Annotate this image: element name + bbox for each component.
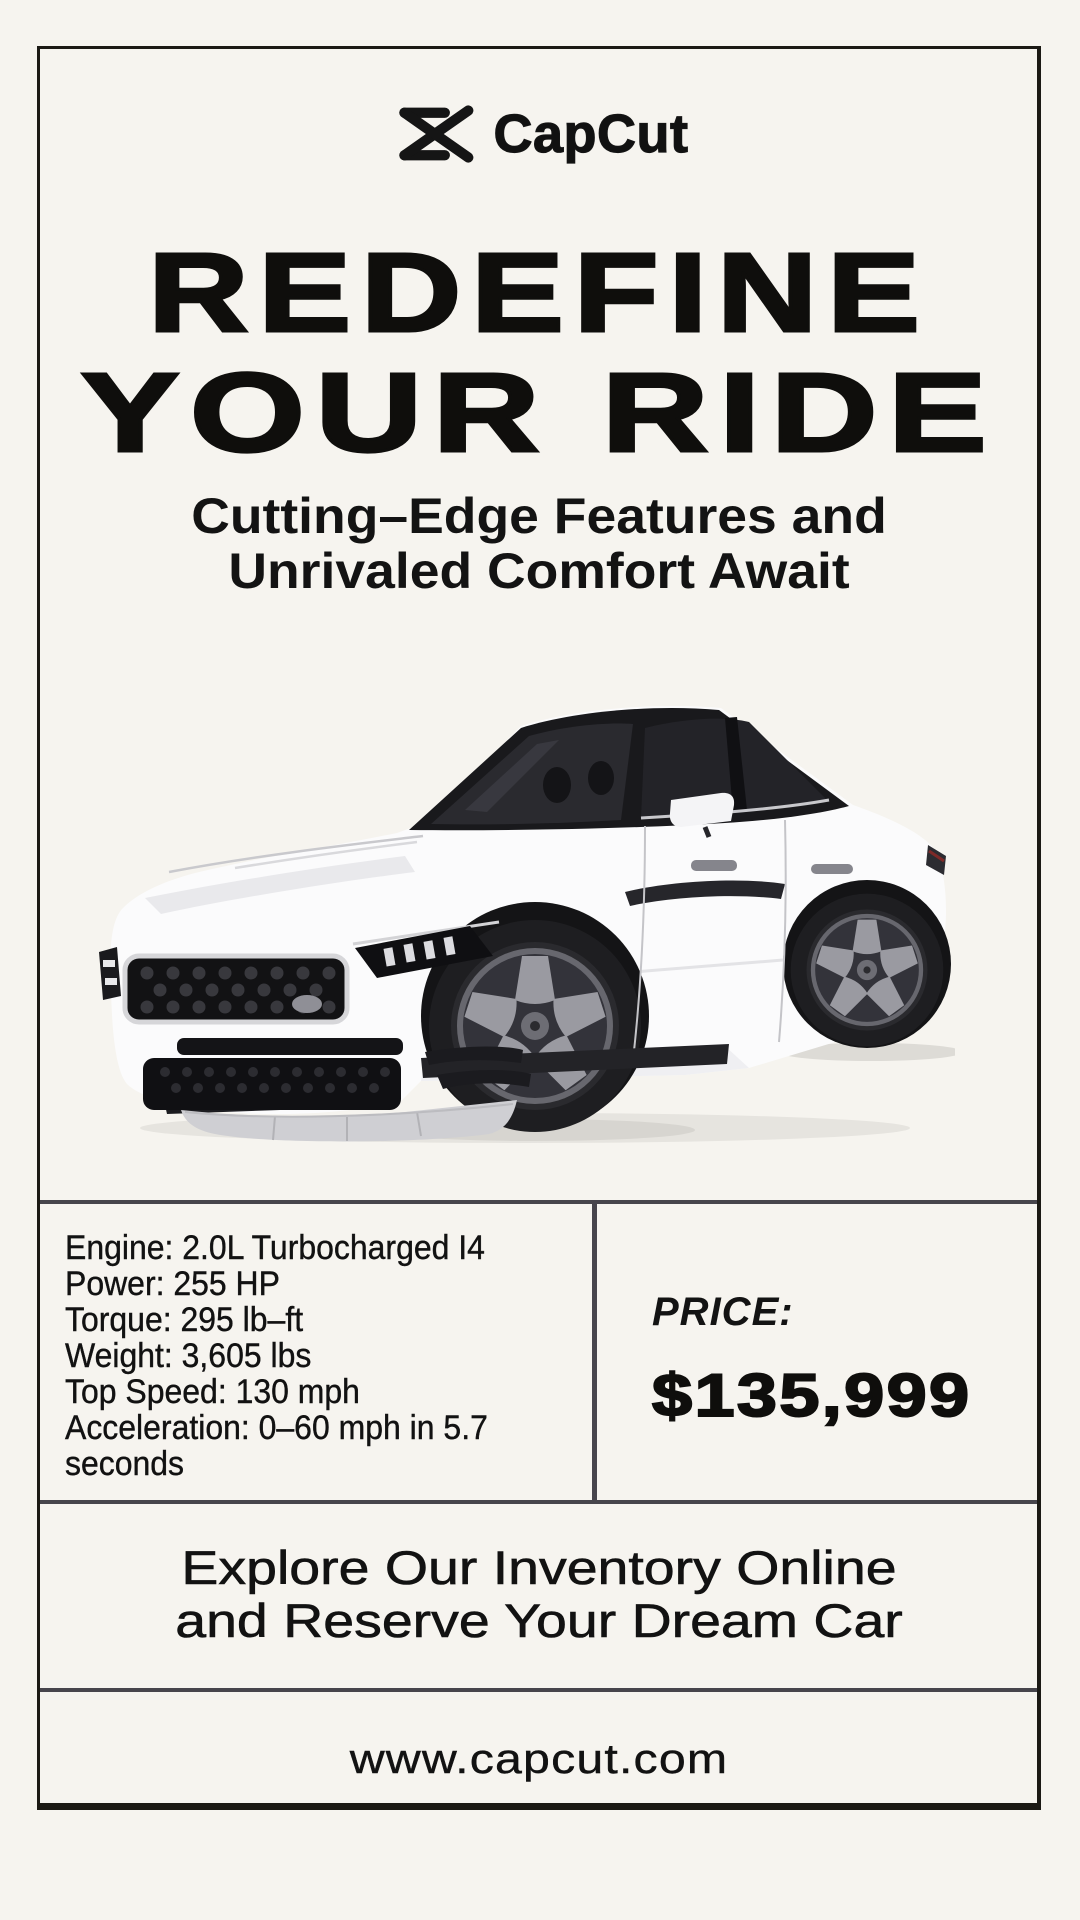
divider-top-of-specs xyxy=(40,1200,1037,1204)
headline-line1: REDEFINE xyxy=(148,230,930,355)
subtitle xyxy=(2,489,1076,599)
spec-acceleration: Acceleration: 0–60 mph in 5.7 seconds xyxy=(65,1409,488,1483)
spec-top-speed: Top Speed: 130 mph xyxy=(65,1373,360,1411)
brand-name: CapCut xyxy=(493,104,689,164)
cta-line2: and Reserve Your Dream Car xyxy=(175,1594,903,1647)
subtitle-line1: Cutting–Edge Features and xyxy=(191,488,887,544)
spec-weight: Weight: 3,605 lbs xyxy=(65,1337,312,1375)
price-label: PRICE: xyxy=(652,1290,794,1334)
vehicle-illustration xyxy=(85,660,955,1150)
brand-logo xyxy=(0,101,1080,167)
spec-torque: Torque: 295 lb–ft xyxy=(65,1301,304,1339)
cta-line1: Explore Our Inventory Online xyxy=(181,1541,897,1594)
website-url: www.capcut.com xyxy=(349,1735,729,1782)
subtitle-line2: Unrivaled Comfort Await xyxy=(228,543,850,599)
spec-list xyxy=(65,1230,561,1482)
cta-text xyxy=(0,1541,1080,1647)
headline-line2: YOUR RIDE xyxy=(80,350,998,475)
capcut-logo-icon xyxy=(392,101,480,167)
divider-top-of-cta xyxy=(40,1500,1037,1504)
headline xyxy=(37,230,1041,475)
suv-image xyxy=(85,660,955,1150)
divider-specs-price xyxy=(592,1204,597,1500)
price-value: $135,999 xyxy=(652,1362,972,1429)
spec-power: Power: 255 HP xyxy=(65,1265,280,1303)
divider-top-of-website xyxy=(40,1688,1037,1692)
spec-engine: Engine: 2.0L Turbocharged I4 xyxy=(65,1229,485,1267)
price-block xyxy=(652,1290,972,1430)
